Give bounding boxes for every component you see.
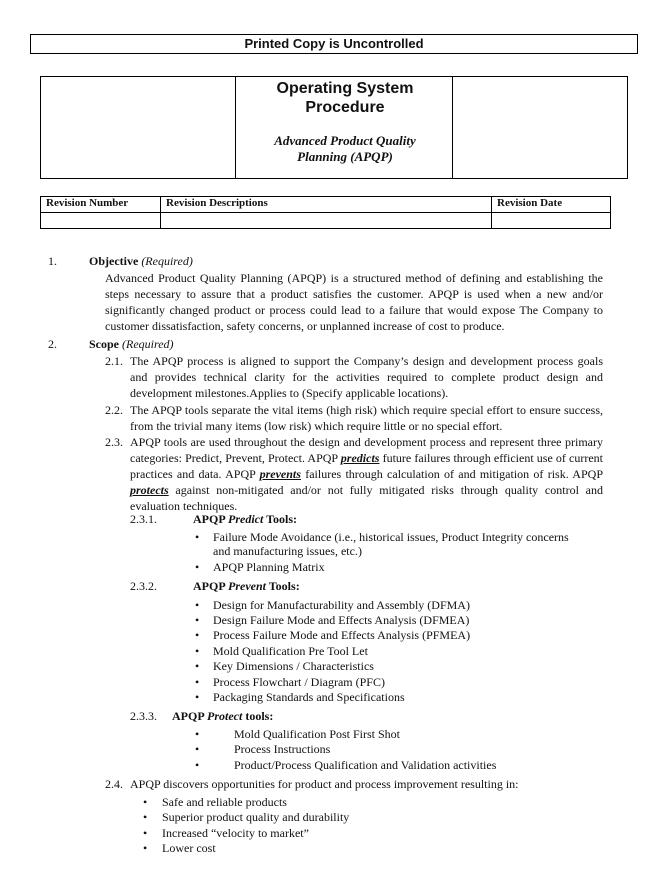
bullet-icon: • — [143, 826, 148, 840]
para-2-2-text: The APQP tools separate the vital items (high risk) which require special effort to ensure success, from the trivial many items (low risk) which require little or no special effort. — [130, 403, 603, 433]
list-item: Process Failure Mode and Effects Analysis (PFMEA) — [213, 628, 471, 642]
para-2-3-text — [130, 434, 603, 514]
subsection-2-3-3-heading — [172, 708, 273, 724]
para-2-1-number: 2.1. — [105, 354, 123, 368]
section-2-title: Scope — [89, 337, 119, 351]
revision-description-cell — [161, 213, 492, 229]
bullet-icon: • — [143, 841, 148, 855]
section-1-required: (Required) — [138, 254, 193, 268]
list-item: Mold Qualification Pre Tool Let — [213, 644, 368, 658]
bullet-icon: • — [195, 742, 200, 756]
document-header-box — [40, 76, 628, 179]
revision-table — [40, 196, 611, 229]
bullet-icon: • — [195, 675, 200, 689]
bullet-icon: • — [195, 628, 200, 642]
revision-table-row — [41, 213, 611, 229]
document-title-line1: Operating System — [276, 80, 414, 97]
s233-heading-c: tools: — [242, 709, 274, 723]
s233-heading-a: APQP — [172, 709, 207, 723]
bullet-icon: • — [195, 727, 200, 741]
document-subtitle — [237, 133, 453, 165]
list-item-continuation: and manufacturing issues, etc.) — [213, 544, 362, 558]
list-item: Product/Process Qualification and Validation activities — [234, 758, 497, 772]
list-item: Design for Manufacturability and Assembly (DFMA) — [213, 598, 470, 612]
s232-heading-c: Tools: — [266, 579, 300, 593]
document-subtitle-line1: Advanced Product Quality — [274, 133, 416, 148]
section-1-objective-text: Advanced Product Quality Planning (APQP) is a structured method of defining and establishing the steps necessary to assure that a product satisfies the customer. APQP is used when a new and/or significantly changed product or process could lead to a failure that would expose The Company to customer dissatisfaction, safety concerns, or unplanned increase of cost to produce. — [105, 271, 603, 333]
list-item: Process Instructions — [234, 742, 331, 756]
header-logo-cell — [41, 77, 236, 178]
s233-heading-b: Protect — [207, 709, 243, 723]
subsection-2-3-2-number: 2.3.2. — [130, 579, 157, 593]
uncontrolled-copy-banner: Printed Copy is Uncontrolled — [30, 34, 638, 54]
bullet-icon: • — [195, 530, 200, 544]
list-item: Design Failure Mode and Effects Analysis (DFMEA) — [213, 613, 470, 627]
list-item: Increased “velocity to market” — [162, 826, 309, 840]
bullet-icon: • — [195, 690, 200, 704]
document-title-line2: Procedure — [305, 99, 385, 116]
revision-table-header-row — [41, 197, 611, 213]
list-item: Lower cost — [162, 841, 216, 855]
list-item: Safe and reliable products — [162, 795, 287, 809]
section-2-heading — [89, 336, 174, 352]
s232-heading-b: Prevent — [228, 579, 266, 593]
para-2-3-number: 2.3. — [105, 435, 123, 449]
document-subtitle-line2: Planning (APQP) — [297, 149, 393, 164]
bullet-icon: • — [195, 560, 200, 574]
s231-heading-a: APQP — [193, 512, 228, 526]
bullet-icon: • — [195, 644, 200, 658]
section-2-number: 2. — [48, 337, 57, 351]
list-item: Mold Qualification Post First Shot — [234, 727, 401, 741]
revision-number-cell — [41, 213, 161, 229]
document-title — [237, 79, 453, 117]
list-item: APQP Planning Matrix — [213, 560, 325, 574]
para-2-3-part-a: APQP tools are used throughout the design and development process and represent three primary categories: Predict, Prevent, Protect. APQP — [130, 435, 603, 465]
list-item: Superior product quality and durability — [162, 810, 350, 824]
protects-emphasis: protects — [130, 483, 169, 497]
revision-date-header: Revision Date — [492, 197, 611, 213]
subsection-2-3-3-number: 2.3.3. — [130, 709, 157, 723]
s231-heading-c: Tools: — [263, 512, 298, 526]
section-2-required: (Required) — [119, 337, 174, 351]
subsection-2-3-1-heading — [193, 511, 297, 527]
section-1-number: 1. — [48, 254, 57, 268]
para-2-3-part-b: future failures through efficient use of current practices and data. APQP — [130, 451, 603, 481]
list-item: Packaging Standards and Specifications — [213, 690, 405, 704]
subsection-2-3-1-number: 2.3.1. — [130, 512, 157, 526]
bullet-icon: • — [195, 659, 200, 673]
s232-heading-a: APQP — [193, 579, 228, 593]
subsection-2-3-2-heading — [193, 578, 300, 594]
section-1-title: Objective — [89, 254, 139, 268]
bullet-icon: • — [143, 810, 148, 824]
predicts-emphasis: predicts — [340, 451, 380, 465]
bullet-icon: • — [195, 613, 200, 627]
revision-descriptions-header: Revision Descriptions — [161, 197, 492, 213]
s231-heading-b: Predict — [228, 512, 264, 526]
para-2-4-number: 2.4. — [105, 777, 123, 791]
revision-number-header: Revision Number — [41, 197, 161, 213]
para-2-3-part-c: failures through calculation of and mitigation of risk. APQP — [300, 467, 603, 481]
para-2-4-text: APQP discovers opportunities for product and process improvement resulting in: — [130, 777, 519, 791]
prevents-emphasis: prevents — [259, 467, 301, 481]
para-2-2-number: 2.2. — [105, 403, 123, 417]
revision-date-cell — [492, 213, 611, 229]
para-2-3-part-d: against non-mitigated and/or not fully mitigated risks through quality control and evaluation techniques. — [130, 483, 603, 513]
list-item: Key Dimensions / Characteristics — [213, 659, 374, 673]
bullet-icon: • — [195, 598, 200, 612]
bullet-icon: • — [143, 795, 148, 809]
section-1-heading — [89, 253, 193, 269]
bullet-icon: • — [195, 758, 200, 772]
list-item: Process Flowchart / Diagram (PFC) — [213, 675, 385, 689]
para-2-1-text: The APQP process is aligned to support the Company’s design and development process goals and provides technical clarity for the activities required to complete product design and development milestones.Applies to (Specify applicable locations). — [130, 354, 603, 400]
list-item: Failure Mode Avoidance (i.e., historical issues, Product Integrity concerns — [213, 530, 569, 544]
